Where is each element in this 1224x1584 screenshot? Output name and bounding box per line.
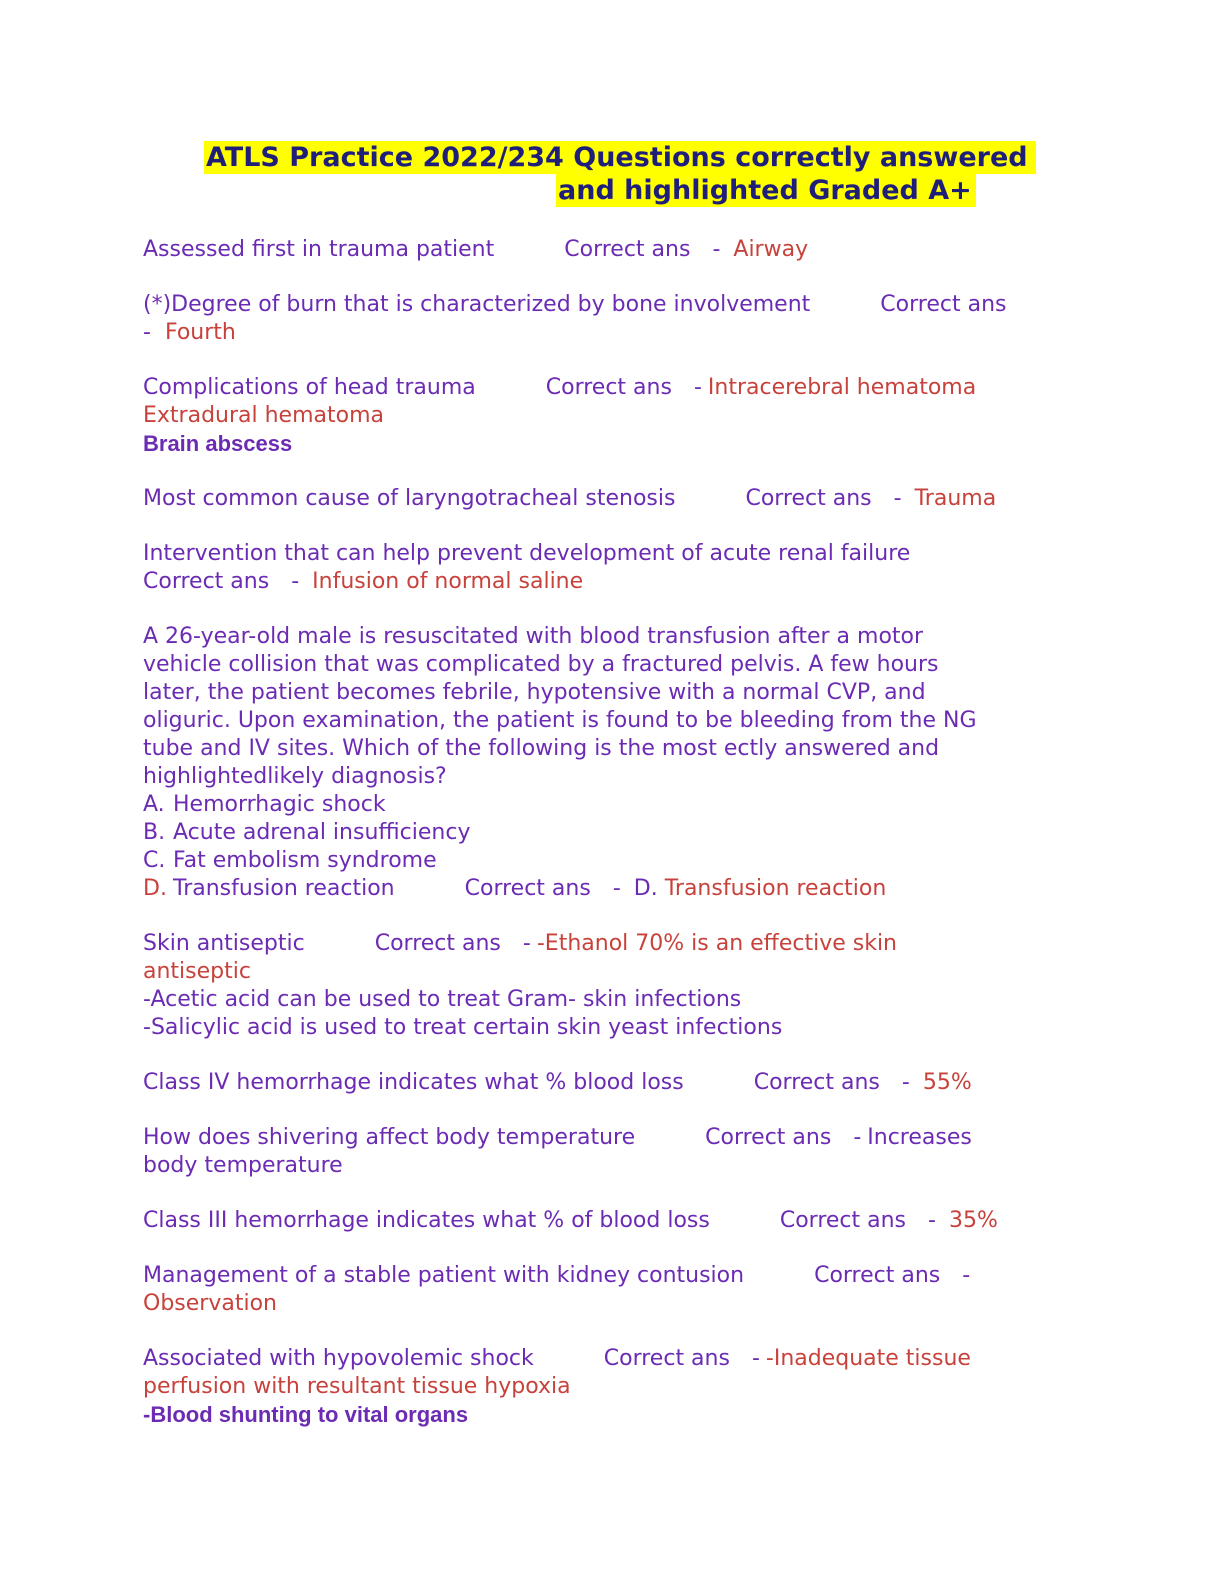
qa-item <box>143 1124 1083 1180</box>
option-text: Fat embolism syndrome <box>173 848 437 873</box>
question-text: Skin antiseptic <box>143 931 305 956</box>
question-text: Complications of head trauma <box>143 375 476 400</box>
answer-text-line-2: perfusion with resultant tissue hypoxia <box>143 1374 571 1399</box>
correct-ans-label: Correct ans <box>603 1346 730 1371</box>
correct-ans-label: Correct ans <box>880 292 1007 317</box>
dash: - <box>612 876 621 901</box>
document-title-line-1: ATLS Practice 2022/234 Questions correctly answered <box>204 141 1036 174</box>
qa-item <box>143 374 1083 458</box>
document-title-line-2: and highlighted Graded A+ <box>556 174 976 207</box>
qa-item <box>143 485 1083 513</box>
question-line: A 26-year-old male is resuscitated with blood transfusion after a motor <box>143 624 924 649</box>
option-letter: D. <box>143 876 167 901</box>
answer-extra: -Blood shunting to vital organs <box>143 1402 469 1427</box>
correct-ans-label: Correct ans <box>779 1208 907 1233</box>
question-text: (*)Degree of burn that is characterized by bone involvement <box>143 292 811 317</box>
dash: - <box>751 1346 760 1371</box>
dash: - <box>522 931 531 956</box>
qa-item <box>143 291 1083 347</box>
dash: - <box>143 320 151 345</box>
answer-text: Airway <box>733 237 809 262</box>
question-text: Intervention that can help prevent development of acute renal failure <box>143 541 911 566</box>
answer-text: 35% <box>948 1208 998 1233</box>
answer-text-line-2: antiseptic <box>143 959 251 984</box>
correct-ans-label: Correct ans <box>545 375 672 400</box>
question-line: highlightedlikely diagnosis? <box>143 764 447 789</box>
dash: - <box>291 569 300 594</box>
answer-text: -Ethanol 70% is an effective skin <box>536 931 898 956</box>
question-line: oliguric. Upon examination, the patient is found to be bleeding from the NG <box>143 708 977 733</box>
answer-text: Trauma <box>914 486 997 511</box>
correct-ans-label: Correct ans <box>814 1263 941 1288</box>
question-text: Management of a stable patient with kidney contusion <box>143 1263 745 1288</box>
dash: - <box>853 1125 862 1150</box>
correct-ans-label: Correct ans <box>753 1070 880 1095</box>
correct-ans-label: Correct ans <box>705 1125 832 1150</box>
dash: - <box>712 237 721 262</box>
dash: - <box>693 375 702 400</box>
correct-ans-label: Correct ans <box>564 237 691 262</box>
correct-ans-label: Correct ans <box>143 569 270 594</box>
answer-extra: -Salicylic acid is used to treat certain skin yeast infections <box>143 1015 783 1040</box>
question-text: How does shivering affect body temperature <box>143 1125 636 1150</box>
answer-text: -Inadequate tissue <box>765 1346 971 1371</box>
answer-text: Increases <box>867 1125 972 1150</box>
option-text: Acute adrenal insufficiency <box>173 820 471 845</box>
option-letter: B. <box>143 820 166 845</box>
option-d <box>143 875 1083 903</box>
option-letter: C. <box>143 848 166 873</box>
answer-text-line-2: Extradural hematoma <box>143 403 385 428</box>
answer-text: Observation <box>143 1291 277 1316</box>
option-a <box>143 791 1083 819</box>
dash: - <box>901 1070 910 1095</box>
qa-item <box>143 1345 1083 1429</box>
question-text: Associated with hypovolemic shock <box>143 1346 534 1371</box>
answer-text: Transfusion reaction <box>664 876 887 901</box>
answer-text-line-2: body temperature <box>143 1153 343 1178</box>
option-b <box>143 819 1083 847</box>
question-list <box>143 236 1083 1456</box>
question-line: tube and IV sites. Which of the following is the most ectly answered and <box>143 736 940 761</box>
qa-item <box>143 1207 1083 1235</box>
option-c <box>143 847 1083 875</box>
qa-item <box>143 930 1083 1042</box>
answer-extra: -Acetic acid can be used to treat Gram- skin infections <box>143 987 742 1012</box>
dash: - <box>893 486 902 511</box>
qa-item <box>143 1262 1083 1318</box>
question-text: Assessed first in trauma patient <box>143 237 495 262</box>
dash: - <box>962 1263 971 1288</box>
answer-text: 55% <box>922 1070 972 1095</box>
qa-item <box>143 1069 1083 1097</box>
question-text: Most common cause of laryngotracheal stenosis <box>143 486 676 511</box>
correct-ans-label: Correct ans <box>464 876 591 901</box>
answer-text: Infusion of normal saline <box>312 569 584 594</box>
answer-extra: Brain abscess <box>143 431 293 456</box>
dash: - <box>928 1208 936 1233</box>
question-line: later, the patient becomes febrile, hypotensive with a normal CVP, and <box>143 680 926 705</box>
qa-item <box>143 236 1083 264</box>
question-text: Class IV hemorrhage indicates what % blood loss <box>143 1070 684 1095</box>
qa-item <box>143 540 1083 596</box>
correct-ans-label: Correct ans <box>745 486 872 511</box>
question-text: Class III hemorrhage indicates what % of blood loss <box>143 1208 710 1233</box>
question-line: vehicle collision that was complicated by a fractured pelvis. A few hours <box>143 652 939 677</box>
qa-item <box>143 623 1083 903</box>
option-letter: A. <box>143 792 165 817</box>
option-text: Transfusion reaction <box>173 876 395 901</box>
option-text: Hemorrhagic shock <box>173 792 386 817</box>
correct-ans-label: Correct ans <box>374 931 501 956</box>
answer-text: Intracerebral hematoma <box>707 375 977 400</box>
answer-prefix: D. <box>633 876 658 901</box>
answer-text: Fourth <box>164 320 236 345</box>
